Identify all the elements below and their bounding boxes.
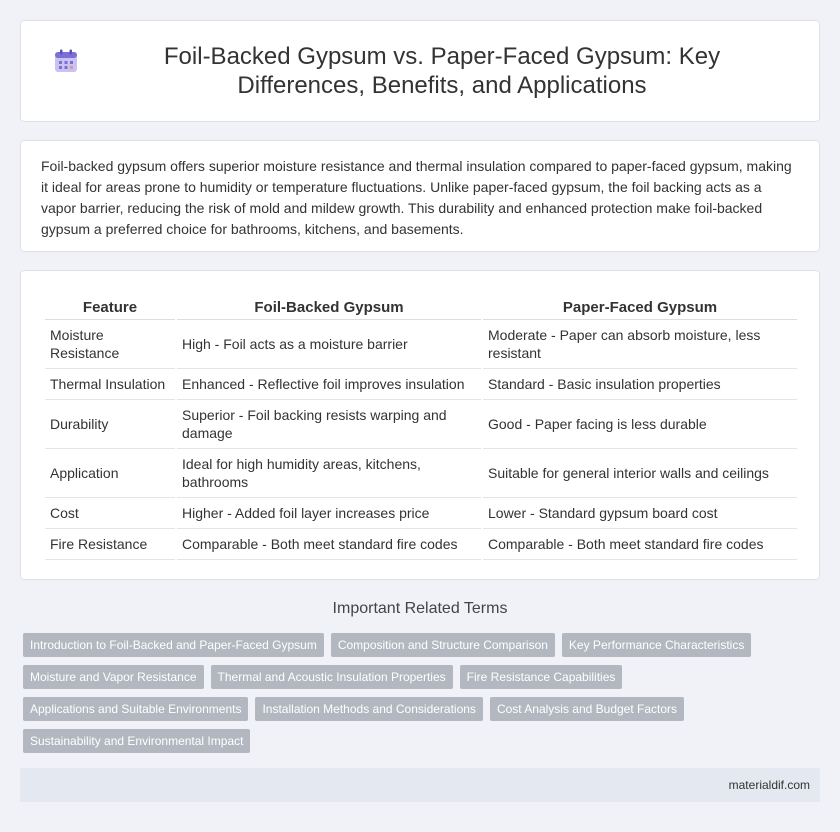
table-cell: Moisture Resistance: [45, 320, 175, 369]
related-terms-list: [23, 633, 823, 761]
related-term-tag[interactable]: Cost Analysis and Budget Factors: [490, 697, 684, 721]
table-cell: Good - Paper facing is less durable: [483, 400, 797, 449]
table-cell: Fire Resistance: [45, 529, 175, 560]
table-row: [45, 400, 797, 449]
comparison-table-card: [20, 270, 820, 580]
table-cell: Standard - Basic insulation properties: [483, 369, 797, 400]
comparison-table: [43, 293, 799, 560]
related-term-tag[interactable]: Fire Resistance Capabilities: [460, 665, 623, 689]
table-cell: Ideal for high humidity areas, kitchens, bathrooms: [177, 449, 481, 498]
table-cell: High - Foil acts as a moisture barrier: [177, 320, 481, 369]
header-card: [20, 20, 820, 122]
page-title: Foil-Backed Gypsum vs. Paper-Faced Gypsum: Key Differences, Benefits, and Applications: [163, 43, 721, 99]
column-header: Foil-Backed Gypsum: [177, 293, 481, 320]
table-row: [45, 449, 797, 498]
table-cell: Cost: [45, 498, 175, 529]
table-row: [45, 529, 797, 560]
table-header-row: [45, 293, 797, 320]
related-term-tag[interactable]: Applications and Suitable Environments: [23, 697, 248, 721]
column-header: Feature: [45, 293, 175, 320]
column-header: Paper-Faced Gypsum: [483, 293, 797, 320]
related-term-tag[interactable]: Thermal and Acoustic Insulation Properties: [211, 665, 453, 689]
table-cell: Comparable - Both meet standard fire codes: [483, 529, 797, 560]
related-term-tag[interactable]: Installation Methods and Considerations: [255, 697, 482, 721]
title-wrap: [40, 42, 800, 100]
table-cell: Enhanced - Reflective foil improves insulation: [177, 369, 481, 400]
table-cell: Application: [45, 449, 175, 498]
intro-paragraph: Foil-backed gypsum offers superior moisture resistance and thermal insulation compared to paper-faced gypsum, making it ideal for areas prone to humidity or temperature fluctuations. Unlike paper-faced gypsum, the foil backing acts as a vapor barrier, reducing the risk of mold and mildew growth. This durability and enhanced protection make foil-backed gypsum a preferred choice for bathrooms, kitchens, and basements.: [41, 158, 792, 237]
footer: [20, 768, 820, 802]
table-cell: Suitable for general interior walls and ceilings: [483, 449, 797, 498]
table-cell: Moderate - Paper can absorb moisture, less resistant: [483, 320, 797, 369]
related-term-tag[interactable]: Moisture and Vapor Resistance: [23, 665, 204, 689]
related-term-tag[interactable]: Composition and Structure Comparison: [331, 633, 555, 657]
site-credit-link[interactable]: materialdif.com: [728, 778, 810, 792]
table-cell: Higher - Added foil layer increases price: [177, 498, 481, 529]
calendar-grid-icon: [53, 48, 79, 74]
table-row: [45, 320, 797, 369]
table-cell: Comparable - Both meet standard fire codes: [177, 529, 481, 560]
related-terms-heading: Important Related Terms: [332, 600, 508, 617]
related-term-tag[interactable]: Sustainability and Environmental Impact: [23, 729, 250, 753]
related-term-tag[interactable]: Key Performance Characteristics: [562, 633, 751, 657]
table-row: [45, 498, 797, 529]
table-cell: Superior - Foil backing resists warping and damage: [177, 400, 481, 449]
related-term-tag[interactable]: Introduction to Foil-Backed and Paper-Faced Gypsum: [23, 633, 324, 657]
table-cell: Lower - Standard gypsum board cost: [483, 498, 797, 529]
intro-card: [20, 140, 820, 252]
table-cell: Thermal Insulation: [45, 369, 175, 400]
table-cell: Durability: [45, 400, 175, 449]
table-row: [45, 369, 797, 400]
